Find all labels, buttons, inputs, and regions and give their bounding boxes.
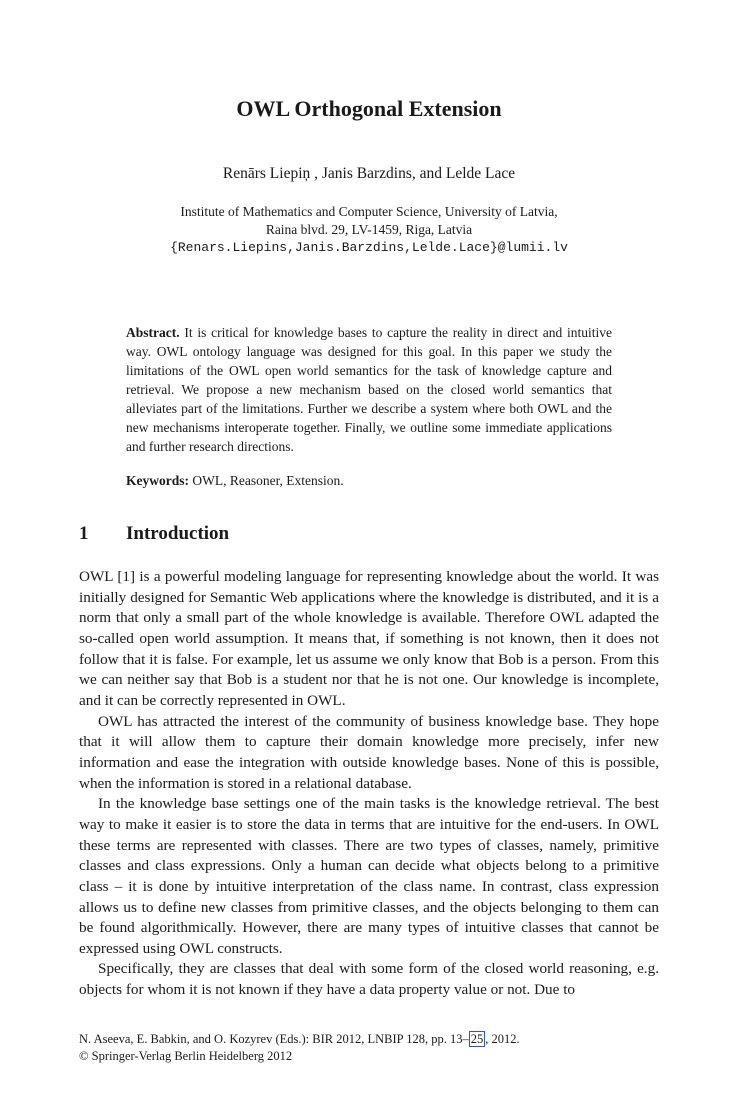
citation-prefix: N. Aseeva, E. Babkin, and O. Kozyrev (Eds.): BIR 2012, LNBIP 128, pp. 13– xyxy=(79,1032,469,1046)
paragraph: In the knowledge base settings one of the main tasks is the knowledge retrieval. The best way to make it easier is to store the data in terms that are intuitive for the end-users. In OWL these terms are represented with classes. There are two types of classes, namely, primitive classes and class expressions. Only a human can decide what objects belong to a primitive class – it is done by intuitive interpretation of the class name. In contrast, class expression allows us to define new classes from primitive classes, and the objects belonging to them can be found algorithmically. However, there are many types of intuitive classes that cannot be expressed using OWL constructs. xyxy=(79,795,659,957)
copyright-line: © Springer-Verlag Berlin Heidelberg 2012 xyxy=(79,1049,293,1063)
section-heading xyxy=(79,521,659,547)
affiliation-institute: Institute of Mathematics and Computer Science, University of Latvia, xyxy=(180,204,558,219)
citation-suffix: , 2012. xyxy=(485,1032,520,1046)
author-list: Renārs Liepiņ , Janis Barzdins, and Lelde Lace xyxy=(222,165,516,182)
keywords xyxy=(126,471,612,490)
affiliation-block xyxy=(0,203,738,257)
paper-title: OWL Orthogonal Extension xyxy=(236,96,502,121)
paragraph: Specifically, they are classes that deal with some form of the closed world reasoning, e.g. objects for whom it is not known if they have a data property value or not. Due to xyxy=(79,960,659,999)
keywords-text: OWL, Reasoner, Extension. xyxy=(189,473,344,488)
citation-footer xyxy=(79,1031,659,1065)
section-number: 1 xyxy=(79,523,89,544)
abstract xyxy=(126,323,612,456)
abstract-text: It is critical for knowledge bases to capture the reality in direct and intuitive way. OWL ontology language was designed for this goal. In this paper we study the limitations of the OWL open world semantics for the task of knowledge capture and retrieval. We propose a new mechanism based on the closed world semantics that alleviates part of the limitations. Further we describe a system where both OWL and the new mechanisms interoperate together. Finally, we outline some immediate applications and further research directions. xyxy=(126,325,612,454)
paragraph: OWL has attracted the interest of the community of business knowledge base. They hope that it will allow them to capture their domain knowledge more precisely, infer new information and ease the integration with outside knowledge bases. None of this is possible, when the information is stored in a relational database. xyxy=(79,712,659,792)
affiliation-address: Raina blvd. 29, LV-1459, Riga, Latvia xyxy=(265,222,473,237)
abstract-label: Abstract. xyxy=(126,325,180,340)
paragraph: OWL [1] is a powerful modeling language for representing knowledge about the world. It was initially designed for Semantic Web applications where the knowledge is distributed, and it is a norm that only a small part of the whole knowledge is available. Therefore OWL adapted the so-called open world assumption. It means that, if something is not known, then it does not follow that it is false. For example, let us assume we only know that Bob is a person. From this we can neither say that Bob is a student nor that he is not one. Our knowledge is incomplete, and it can be correctly represented in OWL. xyxy=(79,568,659,709)
keywords-label: Keywords: xyxy=(126,473,189,488)
body-text xyxy=(79,567,659,1001)
page-link[interactable]: 25 xyxy=(470,1032,484,1046)
citation-line xyxy=(79,1031,659,1048)
section-title: Introduction xyxy=(126,523,230,544)
author-emails: {Renars.Liepins,Janis.Barzdins,Lelde.Lace}@lumii.lv xyxy=(170,240,568,255)
